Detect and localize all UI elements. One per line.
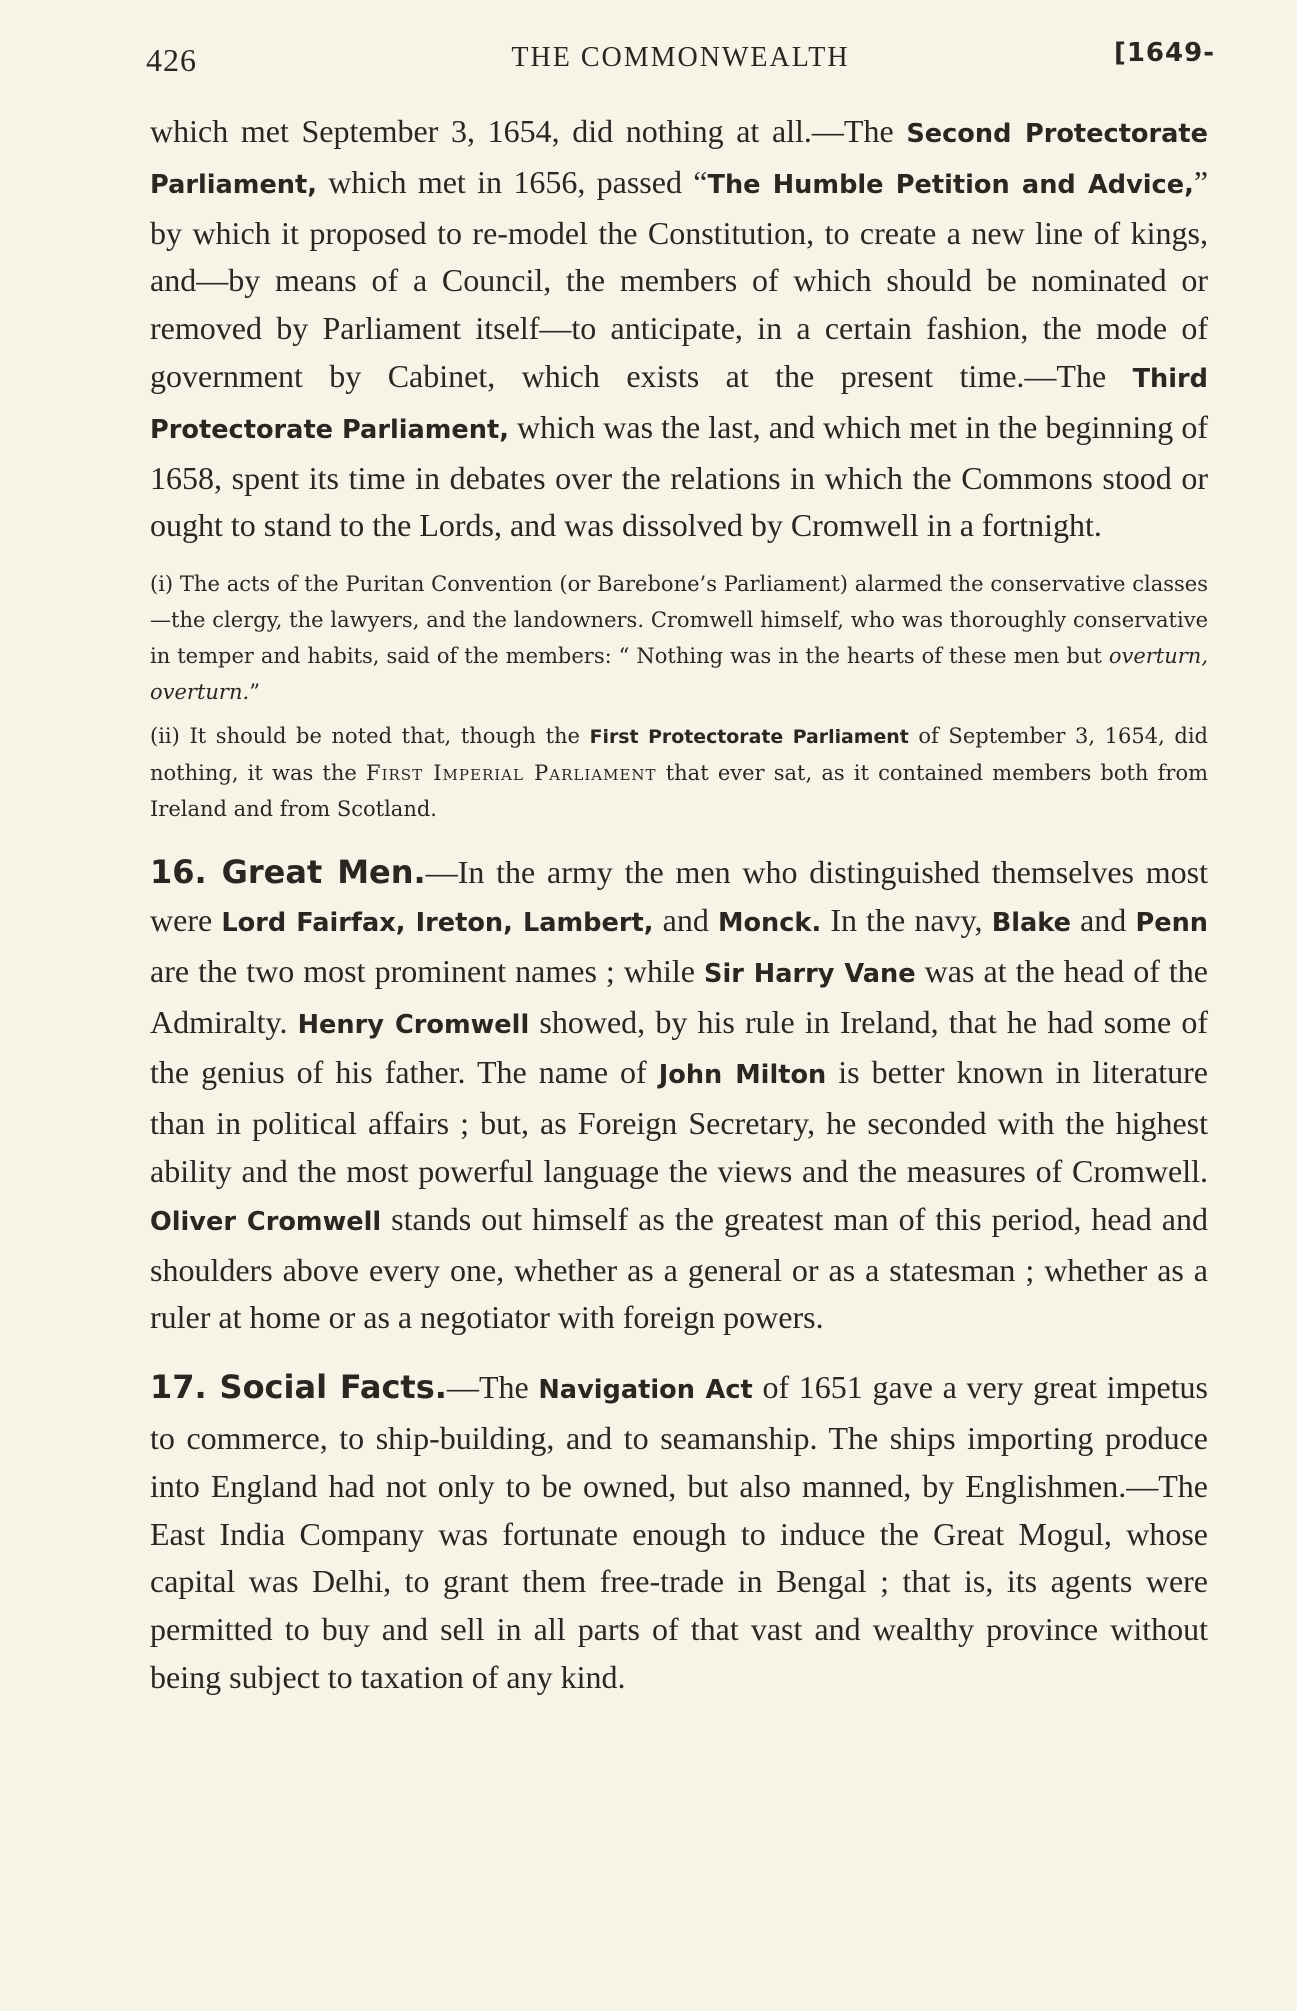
bold-term: Second Protectorate Parliament,	[150, 119, 1208, 200]
text: and	[1070, 901, 1136, 938]
text: and	[653, 901, 718, 938]
text: —The	[446, 1369, 539, 1406]
year-range: [1649-	[1113, 38, 1215, 68]
text: of 1651 gave a very great impetus to commerce, to ship-building, and to seamanship. The ships importing produce into England had not only to be owned, but also manned, by Englishmen.—The East India Company was fortunate enough to induce the Great Mogul, whose capital was Delhi, to grant them free-trade in Bengal ; that is, its agents were permitted to buy and sell in all parts of that vast and wealthy province without being subject to taxation of any kind.	[150, 1369, 1209, 1695]
text: ” by which it proposed to re-model the Constitution, to create a new line of kings, and—by means of a Council, the members of which should be nominated or removed by Parliament itself—to anticipate, in a certain fashion, the mode of government by Cabinet, which exists at the present time.—The	[150, 163, 1209, 394]
text: In the navy,	[821, 901, 992, 938]
bold-term: Third Protectorate Parliament,	[150, 363, 1208, 445]
text: stands out himself as the greatest man of this period, head and shoulders above every one, whether as a general or as a statesman ; whether as a ruler at home or as a negotiator with foreign powers.	[150, 1200, 1208, 1336]
page-body	[150, 108, 1208, 1702]
note-i	[150, 566, 1208, 710]
bold-term: Blake	[991, 907, 1071, 938]
text: showed, by his rule in Ireland, that he had some of the genius of his father. The name of	[150, 1003, 1209, 1091]
running-header	[146, 30, 1215, 80]
bold-term: Monck.	[717, 907, 822, 938]
section-16-great-men	[150, 849, 1208, 1342]
bold-term: Navigation Act	[538, 1375, 753, 1406]
text: which met in 1656, passed “	[316, 163, 708, 200]
bold-term: Lord Fairfax, Ireton, Lambert,	[221, 907, 654, 938]
text: of September 3, 1654, did nothing, it was the	[150, 724, 1208, 786]
paragraph-protectorate-parliaments	[150, 108, 1208, 550]
running-title: THE COMMONWEALTH	[511, 42, 850, 73]
bold-term: The Humble Petition and Advice,	[707, 169, 1194, 200]
text: that ever sat, as it contained members both from Ireland and from Scotland.	[150, 761, 1208, 822]
italic-quote: overturn, overturn.	[150, 644, 1208, 705]
text: was at the head of the Admiralty.	[150, 952, 1209, 1040]
section-heading: 17. Social Facts.	[150, 1368, 447, 1407]
text: (i) The acts of the Puritan Convention (or Barebone’s Parliament) alarmed the conservative classes—the clergy, the lawyers, and the landowners. Cromwell himself, who was thoroughly conservative in temper and habits, said of the members: “ Nothing was in the hearts of these men but	[150, 572, 1208, 669]
bold-term: First Protectorate Parliament	[589, 726, 909, 749]
text: which was the last, and which met in the beginning of 1658, spent its time in debates over the relations in which the Commons stood or ought to stand to the Lords, and was dissolved by Cromwell in a fortnight.	[150, 408, 1209, 544]
text: (ii) It should be noted that, though the	[150, 724, 590, 749]
text: —In the army the men who distinguished themselves most were	[150, 854, 1209, 938]
bold-term: Penn	[1135, 907, 1209, 938]
bold-term: Oliver Cromwell	[150, 1206, 382, 1237]
section-17-social-facts	[150, 1364, 1208, 1702]
section-heading: 16. Great Men.	[150, 853, 426, 892]
bold-term: John Milton	[658, 1060, 827, 1091]
text: are the two most prominent names ; while	[150, 952, 705, 989]
bold-term: Sir Harry Vane	[704, 958, 916, 989]
text: is better known in literature than in political affairs ; but, as Foreign Secretary, he seconded with the highest ability and the most powerful language the views and the measures of Cromwell.	[150, 1054, 1209, 1189]
page-number: 426	[146, 42, 197, 78]
note-ii	[150, 718, 1208, 827]
text: ”	[249, 680, 260, 705]
small-caps-term: First Imperial Parliament	[366, 761, 657, 786]
bold-term: Henry Cromwell	[297, 1009, 530, 1040]
text: which met September 3, 1654, did nothing at all.—The	[150, 113, 907, 149]
